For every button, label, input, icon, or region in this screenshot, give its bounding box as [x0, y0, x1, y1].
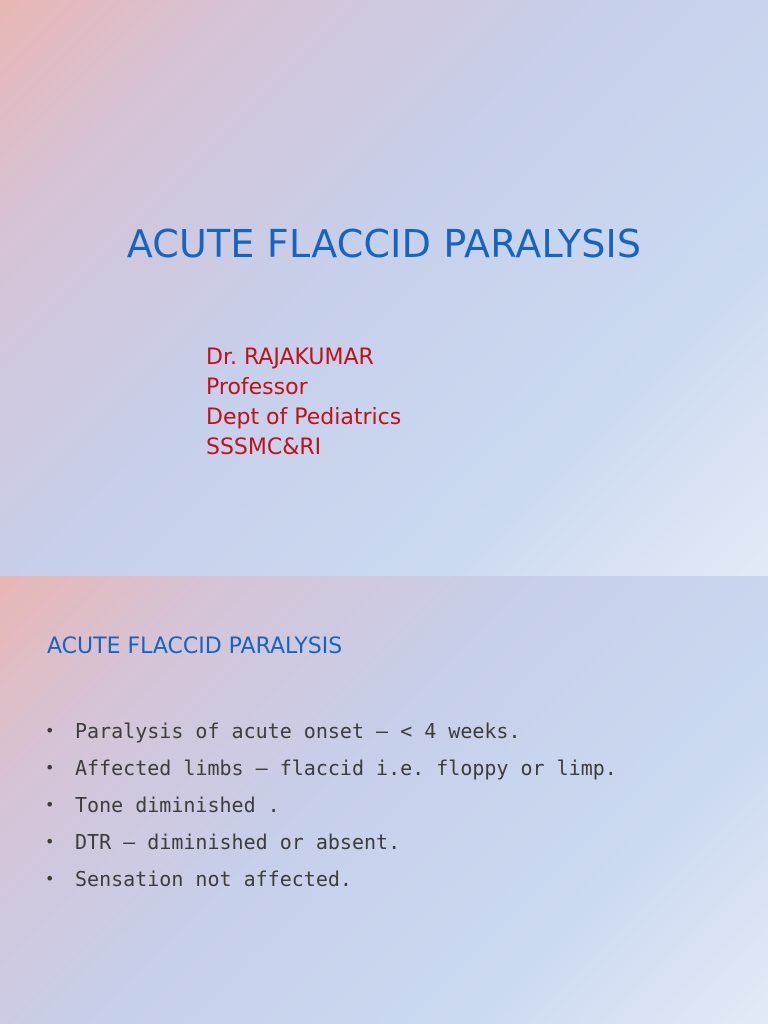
bullet-text: Paralysis of acute onset – < 4 weeks.: [75, 719, 521, 743]
list-item: [45, 827, 617, 864]
bullet-list: [45, 716, 617, 901]
list-item: [45, 864, 617, 901]
content-slide-title: ACUTE FLACCID PARALYSIS: [47, 634, 343, 659]
slide-title: ACUTE FLACCID PARALYSIS: [126, 222, 642, 266]
bullet-text: Affected limbs – flaccid i.e. floppy or limp.: [75, 756, 617, 780]
bullet-icon: •: [45, 832, 55, 851]
bullet-icon: •: [45, 758, 55, 777]
bullet-icon: •: [45, 795, 55, 814]
bullet-text: DTR – diminished or absent.: [75, 830, 401, 854]
bullet-icon: •: [45, 869, 55, 888]
bullet-text: Tone diminished .: [75, 793, 280, 817]
list-item: [45, 716, 617, 753]
list-item: [45, 790, 617, 827]
content-slide: [0, 576, 768, 1024]
presenter-block: [206, 343, 401, 463]
bullet-text: Sensation not affected.: [75, 867, 352, 891]
presenter-name: Dr. RAJAKUMAR: [206, 345, 374, 370]
bullet-icon: •: [45, 721, 55, 740]
presenter-institution: SSSMC&RI: [206, 435, 322, 460]
presenter-department: Dept of Pediatrics: [206, 405, 402, 430]
presenter-role: Professor: [206, 375, 308, 400]
list-item: [45, 753, 617, 790]
